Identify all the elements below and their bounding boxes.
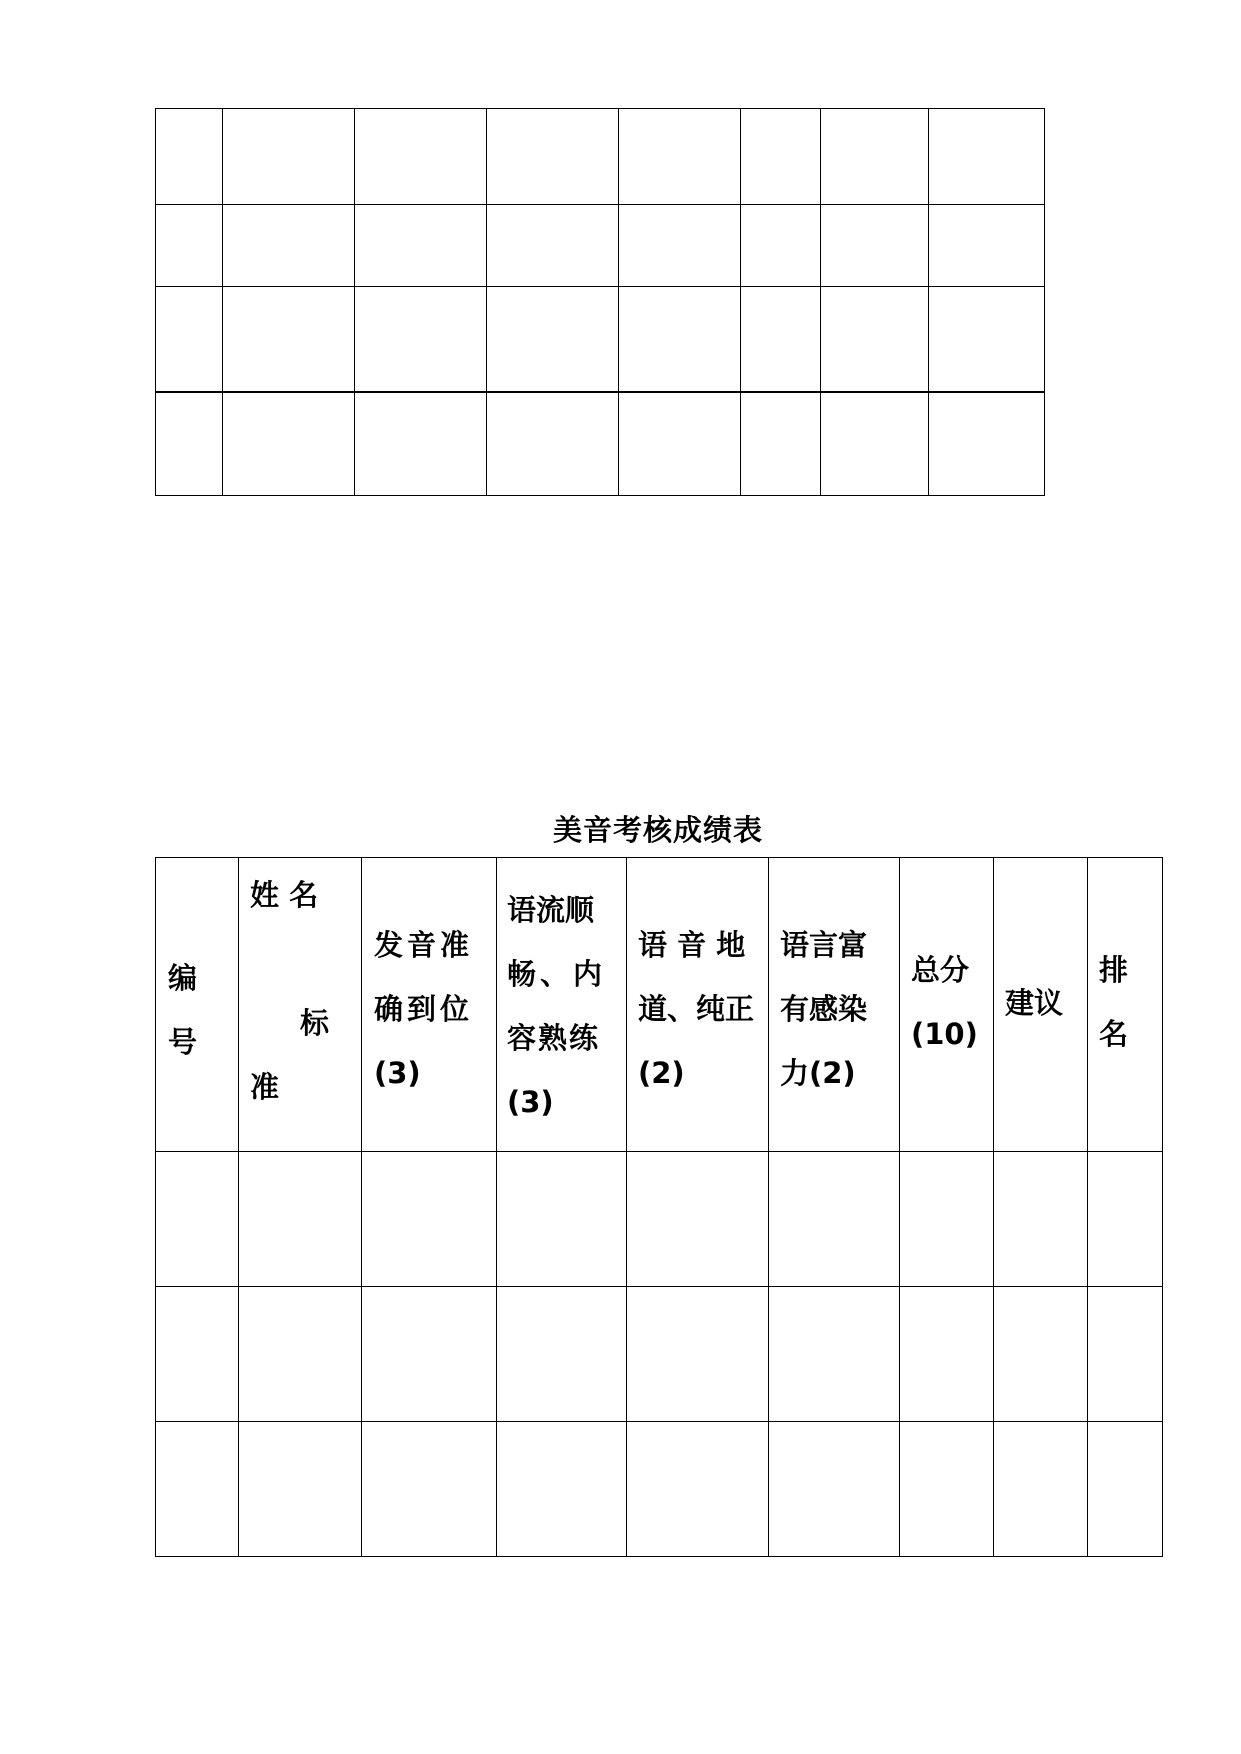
header-line: 确到位	[374, 992, 474, 1026]
table-title: 美音考核成绩表	[552, 813, 763, 847]
table-cell[interactable]	[497, 1152, 627, 1287]
table-cell[interactable]	[769, 1152, 900, 1287]
table-cell[interactable]	[487, 287, 619, 392]
header-line: 建议	[1005, 986, 1064, 1020]
header-line: 排	[1099, 953, 1129, 987]
table-cell[interactable]	[156, 109, 223, 205]
table-cell[interactable]	[1088, 1287, 1163, 1422]
table-cell[interactable]	[156, 287, 223, 392]
table-cell[interactable]	[362, 1287, 497, 1422]
table-cell[interactable]	[900, 1422, 994, 1557]
table-cell[interactable]	[929, 205, 1045, 287]
header-line: 语言富	[780, 928, 868, 962]
header-line: 姓 名	[250, 878, 319, 912]
header-line: 容熟练	[507, 1021, 601, 1055]
table-cell[interactable]	[487, 392, 619, 496]
table-cell[interactable]	[223, 392, 355, 496]
header-total	[900, 858, 994, 1152]
header-line: (3)	[507, 1085, 554, 1119]
table-cell[interactable]	[239, 1422, 362, 1557]
top-table	[155, 108, 1045, 496]
table-cell[interactable]	[355, 287, 487, 392]
table-cell[interactable]	[821, 109, 929, 205]
top-table-row	[156, 205, 1045, 287]
table-cell[interactable]	[994, 1287, 1088, 1422]
header-name-standard	[239, 858, 362, 1152]
table-cell[interactable]	[223, 205, 355, 287]
header-line: (10)	[911, 1017, 978, 1051]
table-cell[interactable]	[821, 392, 929, 496]
header-line: 发音准	[374, 928, 474, 962]
table-row	[156, 1287, 1163, 1422]
table-cell[interactable]	[619, 287, 741, 392]
header-line: 力(2)	[780, 1056, 856, 1090]
table-cell[interactable]	[821, 287, 929, 392]
table-cell[interactable]	[741, 205, 821, 287]
table-cell[interactable]	[239, 1152, 362, 1287]
table-cell[interactable]	[619, 109, 741, 205]
table-cell[interactable]	[627, 1152, 769, 1287]
header-line: 总分	[911, 953, 970, 987]
table-cell[interactable]	[239, 1287, 362, 1422]
table-cell[interactable]	[156, 205, 223, 287]
table-cell[interactable]	[769, 1422, 900, 1557]
table-cell[interactable]	[355, 109, 487, 205]
header-line-spacer	[250, 927, 355, 991]
header-rank	[1088, 858, 1163, 1152]
table-cell[interactable]	[627, 1422, 769, 1557]
table-cell[interactable]	[156, 392, 223, 496]
table-cell[interactable]	[362, 1152, 497, 1287]
top-table-row	[156, 287, 1045, 392]
table-cell[interactable]	[362, 1422, 497, 1557]
header-line: 道、纯正	[638, 992, 755, 1026]
table-cell[interactable]	[994, 1152, 1088, 1287]
table-cell[interactable]	[156, 1287, 239, 1422]
table-cell[interactable]	[769, 1287, 900, 1422]
header-line: (3)	[374, 1056, 421, 1090]
header-fluency	[497, 858, 627, 1152]
header-line: 畅、内	[507, 957, 607, 991]
table-cell[interactable]	[929, 392, 1045, 496]
table-cell[interactable]	[929, 109, 1045, 205]
header-pronunciation	[362, 858, 497, 1152]
header-id	[156, 858, 239, 1152]
header-line: 语流顺	[507, 893, 595, 927]
table-row	[156, 1422, 1163, 1557]
header-line: 编	[168, 961, 198, 995]
header-line: (2)	[638, 1056, 685, 1090]
table-cell[interactable]	[223, 287, 355, 392]
header-line: 有感染	[780, 992, 868, 1026]
header-expressiveness	[769, 858, 900, 1152]
table-cell[interactable]	[223, 109, 355, 205]
header-authenticity	[627, 858, 769, 1152]
table-cell[interactable]	[497, 1287, 627, 1422]
table-cell[interactable]	[487, 205, 619, 287]
table-cell[interactable]	[821, 205, 929, 287]
table-cell[interactable]	[929, 287, 1045, 392]
table-cell[interactable]	[741, 287, 821, 392]
table-cell[interactable]	[1088, 1152, 1163, 1287]
top-table-row	[156, 109, 1045, 205]
table-cell[interactable]	[900, 1152, 994, 1287]
top-table-row	[156, 392, 1045, 496]
table-cell[interactable]	[355, 392, 487, 496]
table-cell[interactable]	[994, 1422, 1088, 1557]
score-table	[155, 857, 1163, 1557]
table-cell[interactable]	[497, 1422, 627, 1557]
table-cell[interactable]	[619, 392, 741, 496]
table-cell[interactable]	[355, 205, 487, 287]
table-cell[interactable]	[487, 109, 619, 205]
table-cell[interactable]	[1088, 1422, 1163, 1557]
table-row	[156, 1152, 1163, 1287]
table-cell[interactable]	[741, 109, 821, 205]
table-cell[interactable]	[156, 1422, 239, 1557]
header-line: 号	[168, 1025, 198, 1059]
table-cell[interactable]	[900, 1287, 994, 1422]
table-cell[interactable]	[627, 1287, 769, 1422]
header-line: 语 音 地	[638, 928, 746, 962]
table-cell[interactable]	[619, 205, 741, 287]
table-cell[interactable]	[156, 1152, 239, 1287]
header-line: 名	[1099, 1017, 1129, 1051]
table-cell[interactable]	[741, 392, 821, 496]
header-line: 标	[300, 1006, 330, 1040]
header-row	[156, 858, 1163, 1152]
header-line: 准	[250, 1070, 280, 1104]
header-suggestion	[994, 858, 1088, 1152]
